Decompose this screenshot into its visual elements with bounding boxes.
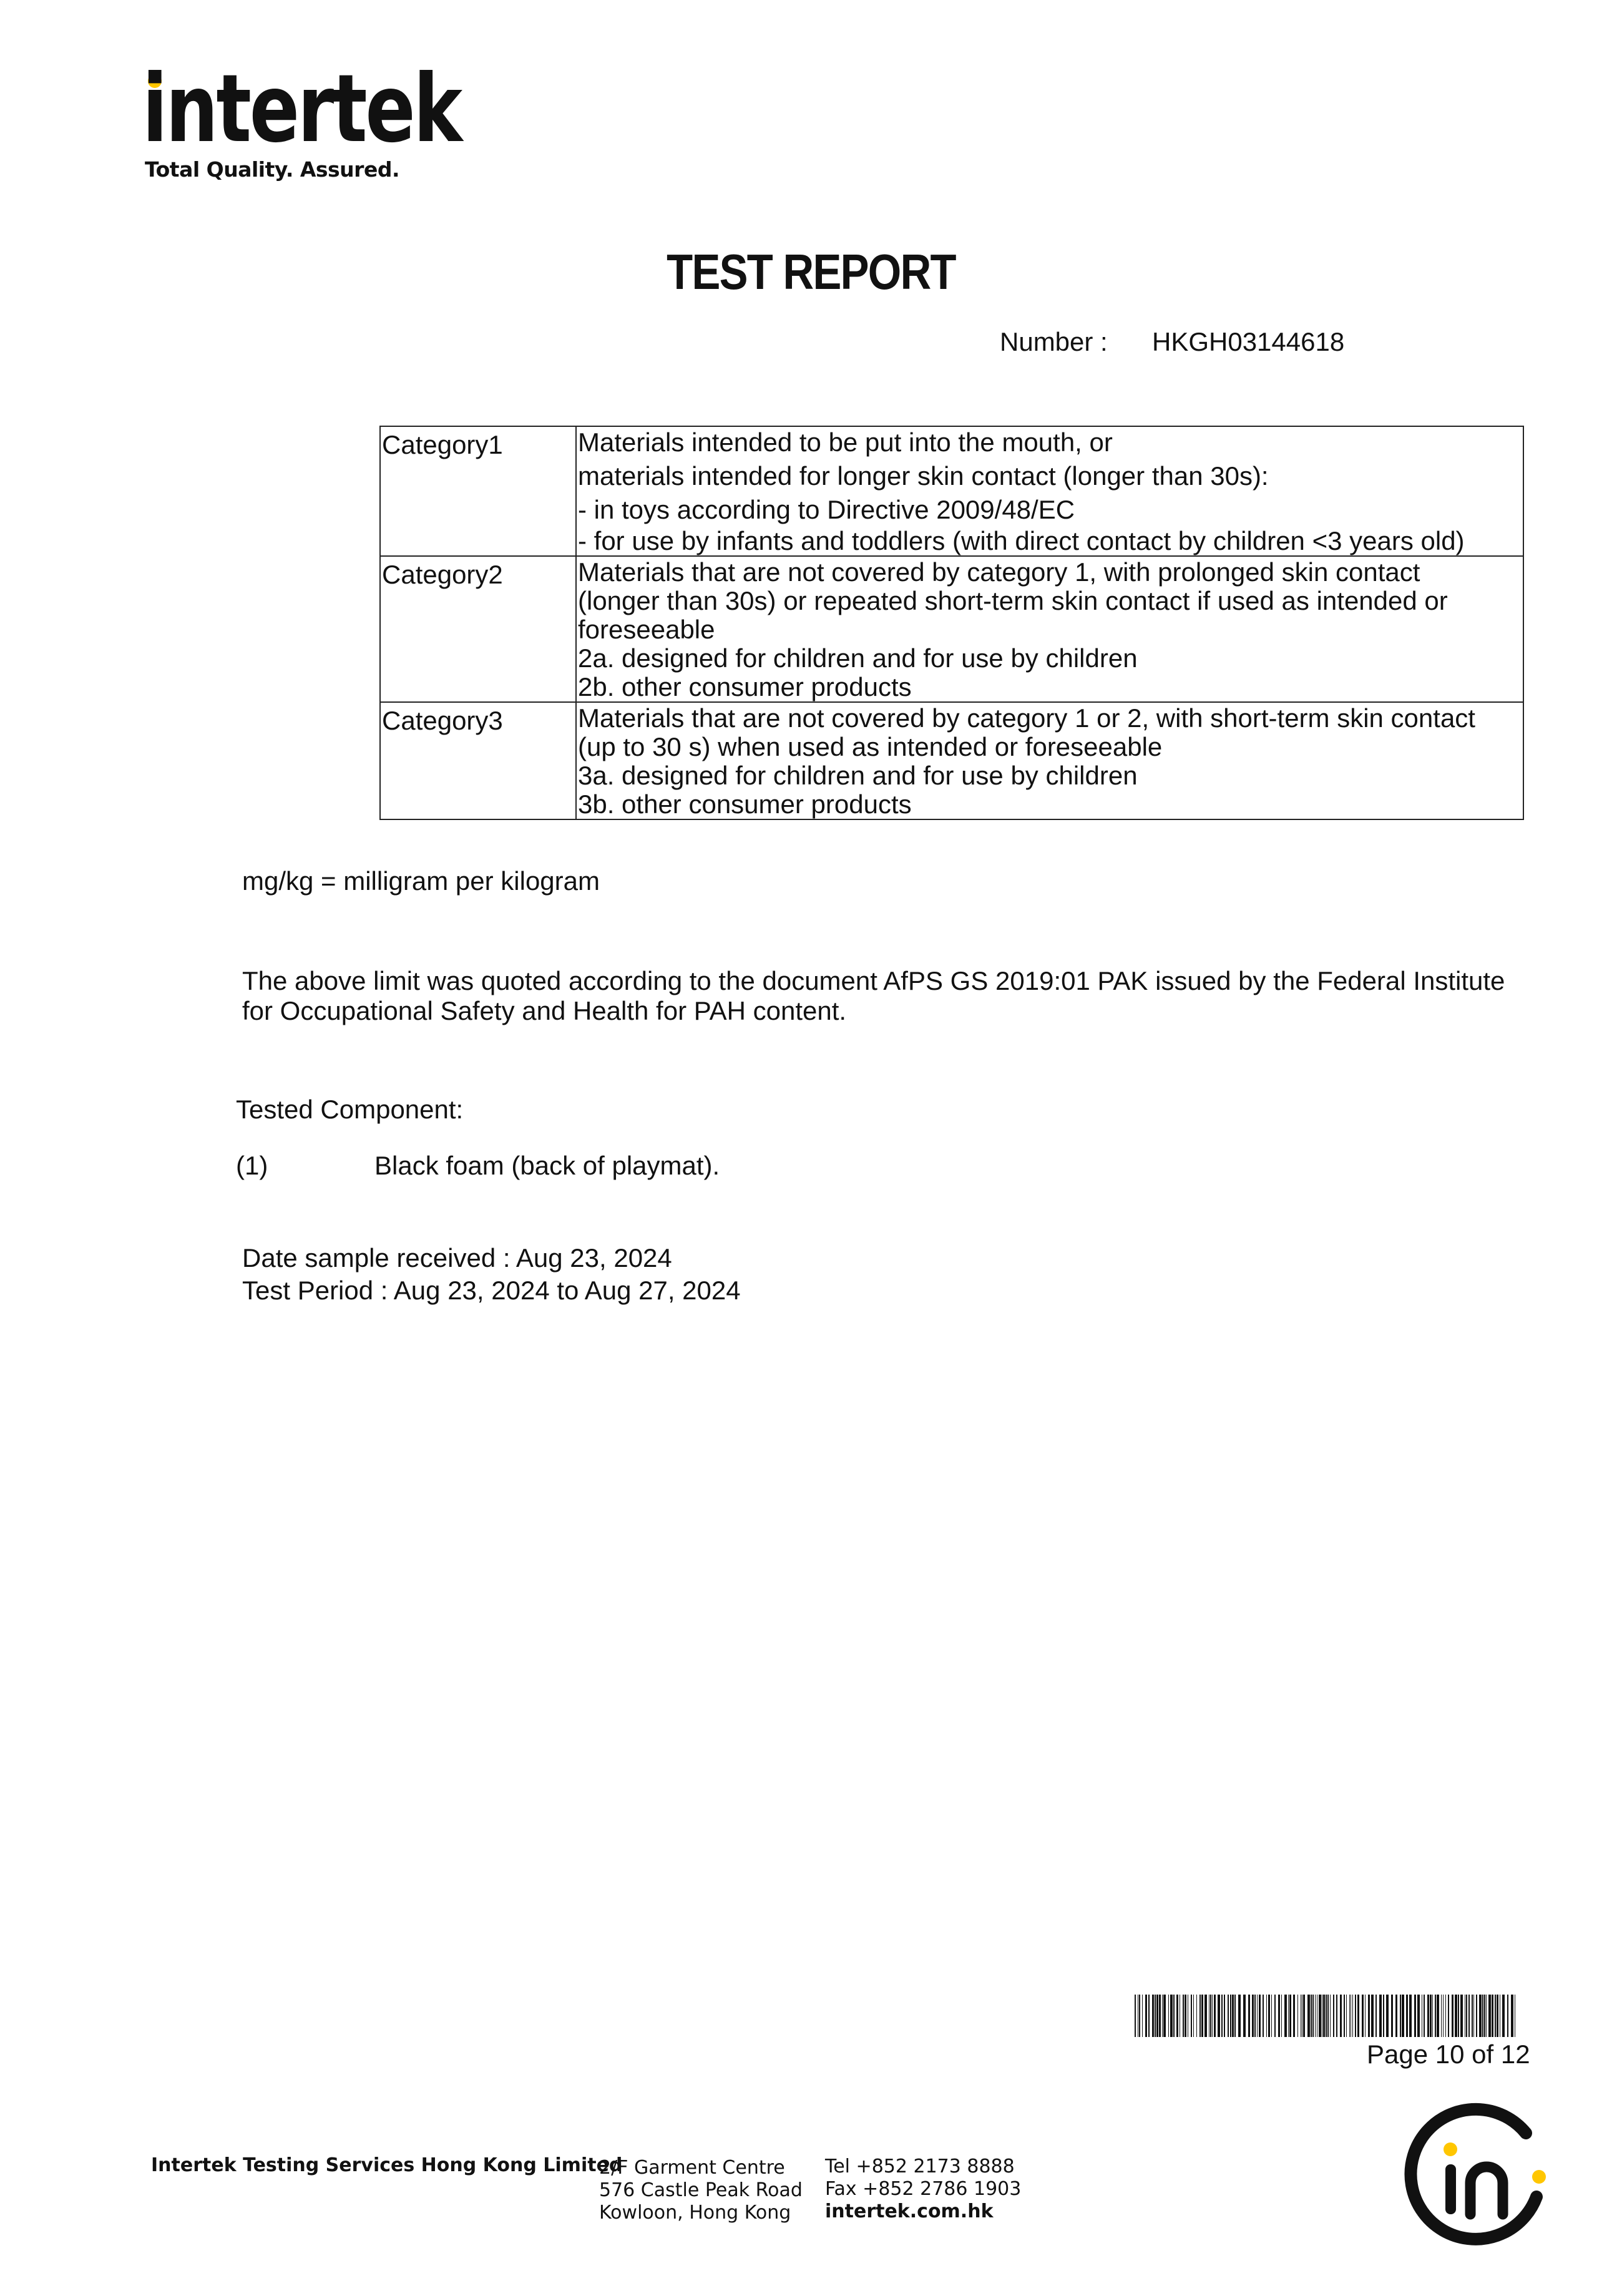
date-sample-received: Date sample received : Aug 23, 2024 [242, 1243, 672, 1273]
table-row [380, 556, 1523, 702]
component-description: Black foam (back of playmat). [374, 1151, 720, 1180]
category-description-line: (up to 30 s) when used as intended or foreseeable [578, 732, 1163, 761]
footer-company-name: Intertek Testing Services Hong Kong Limited [151, 2154, 623, 2176]
footer-address-line: 576 Castle Peak Road [599, 2179, 803, 2201]
report-title: TEST REPORT [667, 244, 955, 300]
footer-website: intertek.com.hk [825, 2201, 994, 2222]
page-number: Page 10 of 12 [1367, 2040, 1530, 2069]
category-name: Category2 [380, 556, 576, 702]
category-description-line: - for use by infants and toddlers (with direct contact by children <3 years old) [578, 526, 1465, 555]
category-description-line: - in toys according to Directive 2009/48/EC [578, 495, 1075, 524]
footer-contact [825, 2156, 1021, 2223]
category-table [379, 426, 1524, 820]
category-description-line: Materials intended to be put into the mouth, or [578, 427, 1113, 457]
barcode-icon [1135, 1995, 1517, 2037]
footer-address-line: Kowloon, Hong Kong [599, 2202, 791, 2224]
intertek-logo-icon [142, 55, 467, 164]
category-name: Category3 [380, 702, 576, 819]
test-period: Test Period : Aug 23, 2024 to Aug 27, 2024 [242, 1276, 741, 1305]
report-number-value: HKGH03144618 [1152, 327, 1345, 356]
category-description-line: foreseeable [578, 615, 715, 644]
footer-phone: Tel +852 2173 8888 [825, 2156, 1015, 2177]
category-description-line: Materials that are not covered by category 1 or 2, with short-term skin contact [578, 703, 1475, 733]
units-note: mg/kg = milligram per kilogram [242, 866, 600, 896]
category-description [576, 556, 1523, 702]
table-row [380, 702, 1523, 819]
category-description-line: 3b. other consumer products [578, 789, 912, 819]
footer-fax: Fax +852 2786 1903 [825, 2178, 1022, 2200]
category-description-line: 2b. other consumer products [578, 672, 912, 701]
logo-tagline: Total Quality. Assured. [145, 157, 399, 182]
category-description-line: Materials that are not covered by category 1, with prolonged skin contact [578, 557, 1420, 587]
category-description [576, 426, 1523, 556]
category-description-line: materials intended for longer skin contact (longer than 30s): [578, 461, 1269, 491]
logo-wordmark-text: intertek [142, 55, 464, 164]
footer-address-line: 2/F Garment Centre [599, 2157, 785, 2179]
category-name: Category1 [380, 426, 576, 556]
component-index: (1) [236, 1151, 268, 1180]
footer-address [599, 2157, 803, 2224]
category-description-line: (longer than 30s) or repeated short-term skin contact if used as intended or [578, 586, 1448, 615]
intertek-in-mark-icon [1398, 2097, 1554, 2253]
category-description-line: 3a. designed for children and for use by children [578, 761, 1138, 790]
report-number-label: Number : [1000, 327, 1108, 356]
limit-source-note: The above limit was quoted according to the document AfPS GS 2019:01 PAK issued by the Federal Institute for Occupational Safety and Health for PAH content. [242, 966, 1505, 1025]
table-row [380, 426, 1523, 556]
category-description-line: 2a. designed for children and for use by children [578, 643, 1138, 673]
category-description [576, 702, 1523, 819]
tested-component-heading: Tested Component: [236, 1095, 464, 1124]
